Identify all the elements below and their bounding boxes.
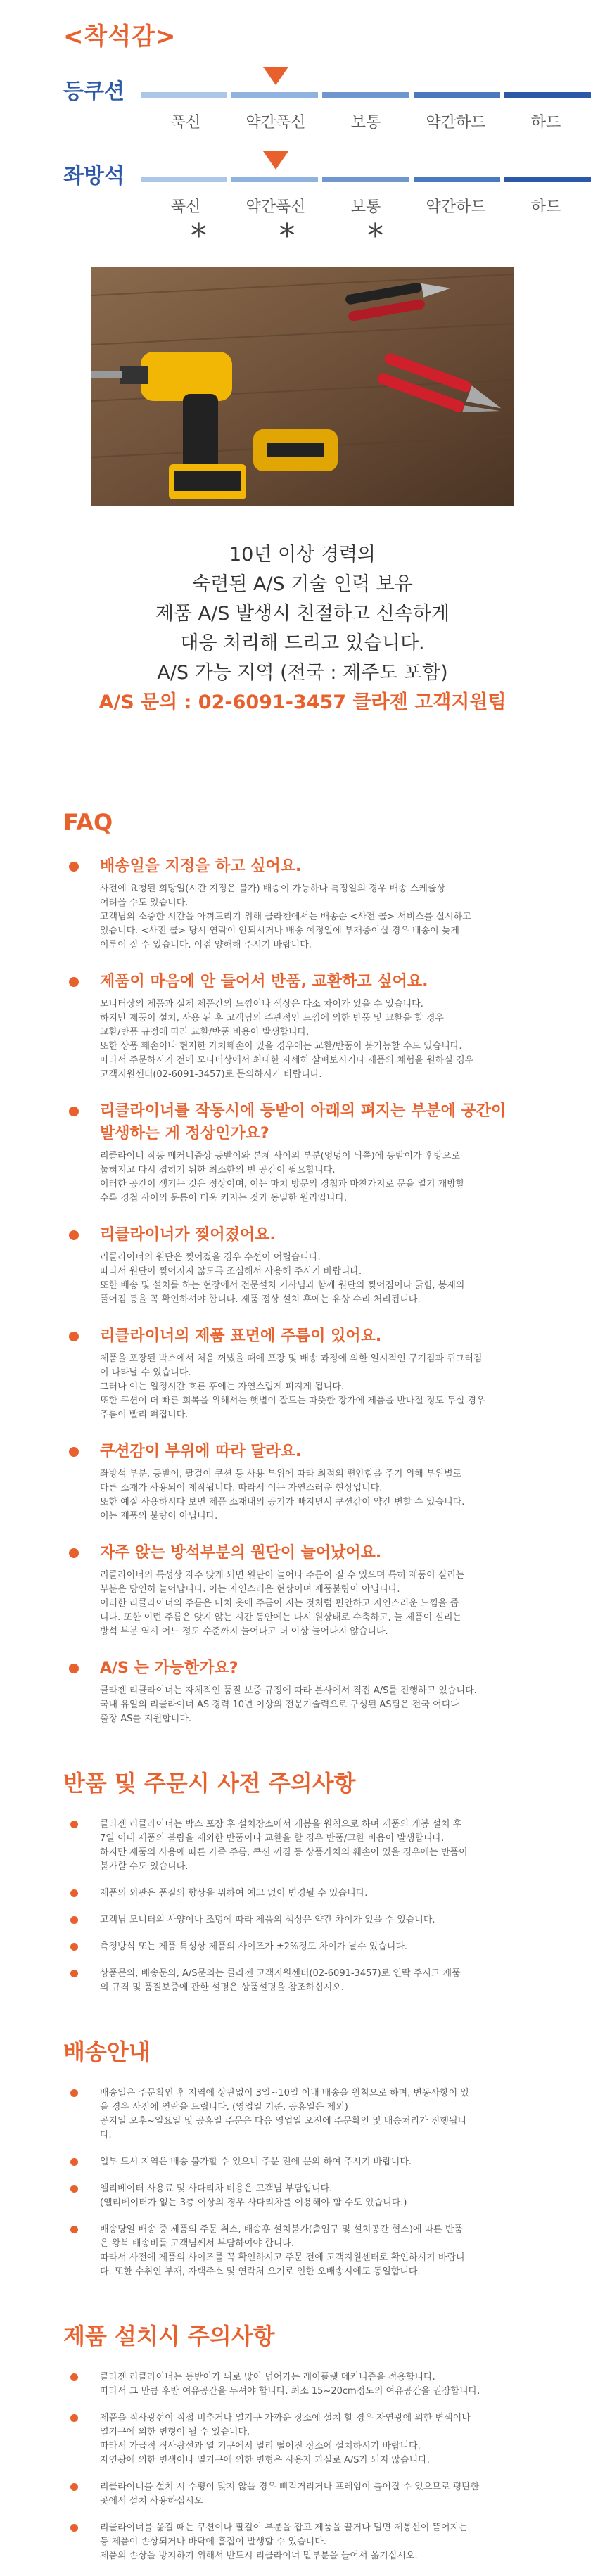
- faq-item: [63, 971, 542, 1082]
- faq-item: [63, 1224, 542, 1307]
- faq-question: 배송일을 지정을 하고 싶어요.: [100, 857, 302, 875]
- notice-item: [63, 1913, 542, 1927]
- notice-item: [63, 2223, 542, 2279]
- bullet-dot-icon: [69, 1332, 79, 1341]
- faq-item: [63, 1657, 542, 1726]
- scale-step-label: 약간하드: [426, 198, 486, 216]
- notice-text: 고객님 모니터의 사양이나 조명에 따라 제품의 색상은 약간 차이가 있을 수 있습니다.: [100, 1915, 435, 1925]
- bullet-dot-icon: [69, 977, 79, 987]
- bullet-dot-icon: [69, 1548, 79, 1558]
- bullet-dot-icon: [70, 1916, 78, 1924]
- notice-text: 클라젠 리클라이너는 박스 포장 후 설치장소에서 개봉을 원칙으로 하며 제품의 개봉 설치 후 7일 이내 제품의 불량을 제외한 반품이나 교환을 할 경우 반품/교환 비용이 발생합니다. 하지만 제품의 사용에 따른 가죽 주름, 쿠션 꺼짐 등 상품가치의 훼손이 있을 경우에는 반품이 불가할 수도 있습니다.: [100, 1819, 468, 1872]
- bullet-dot-icon: [70, 1970, 78, 1977]
- notice-item: [63, 1967, 542, 1995]
- notice-text: 일부 도서 지역은 배송 불가할 수 있으니 주문 전에 문의 하여 주시기 바랍니다.: [100, 2157, 412, 2167]
- as-info-line: A/S 가능 지역 (전국 : 제주도 포함): [157, 662, 448, 684]
- as-info-line: 숙련된 A/S 기술 인력 보유: [192, 573, 413, 595]
- scale-steps: [141, 195, 591, 217]
- notice-text: 리클라이너를 옮길 때는 쿠션이나 팔걸이 부분을 잡고 제품을 끌거나 밀면 제봉선이 뜯어지는 등 제품이 손상되거나 바닥에 흠집이 발생할 수 있습니다. 제품의 손상을 방지하기 위해서 반드시 리클라이너 밑부분을 들어서 옮기십시오.: [100, 2523, 468, 2561]
- bullet-dot-icon: [70, 2158, 78, 2166]
- as-info-line: 대응 처리해 드리고 있습니다.: [180, 632, 425, 654]
- notice-item: [63, 2371, 542, 2399]
- notice-text: 제품을 직사광선이 직접 비추거나 열기구 가까운 장소에 설치 할 경우 자연광에 의한 변색이나 열기구에 의한 변형이 될 수 있습니다. 따라서 가급적 직사광선과 열 기구에서 멀리 떨어진 장소에 설치하시기 바랍니다. 자연광에 의한 변색이나 열기구에 의한 변형은 사용자 과실로 A/S가 되지 않습니다.: [100, 2413, 471, 2466]
- notice-item: [63, 1887, 542, 1901]
- notice-text: 리클라이너를 설치 시 수평이 맞지 않을 경우 삐걱거리거나 프레임이 틀어질 수 있으므로 평탄한 곳에서 설치 사용하십시오: [100, 2482, 480, 2506]
- notice-item: [63, 1818, 542, 1874]
- faq-answer: 제품을 포장된 박스에서 처음 꺼냈을 때에 포장 및 배송 과정에 의한 일시적인 구겨짐과 퀴그러짐 이 나타날 수 있습니다. 그러나 이는 일정시간 흐른 후에는 자연스럽게 펴지게 됩니다. 또한 쿠션이 더 빠른 회복을 위해서는 햇볕이 잘드는 따뜻한 장가에 제품을 반나절 정도 두실 경우 주름이 빨리 펴집니다.: [100, 1353, 485, 1420]
- delivery-list: [63, 2086, 542, 2279]
- bullet-dot-icon: [69, 1107, 79, 1116]
- notice-item: [63, 2155, 542, 2169]
- scale-segment: [504, 177, 591, 182]
- install-section: [0, 2319, 605, 2563]
- faq-answer: 클라젠 리클라이너는 자체적인 품질 보증 규정에 따라 본사에서 직접 A/S를 진행하고 있습니다. 국내 유일의 리클라이너 AS 경력 10년 이상의 전문기술력으로 구성된 AS팀은 전국 어디나 출장 AS를 지원합니다.: [100, 1685, 477, 1724]
- notice-text: 측정방식 또는 제품 특성상 제품의 사이즈가 ±2%정도 차이가 날수 있습니다.: [100, 1941, 408, 1952]
- install-title: 제품 설치시 주의사항: [63, 2323, 275, 2349]
- divider-stars: * * *: [190, 217, 415, 255]
- scale-label: 등쿠션: [63, 79, 125, 104]
- bullet-dot-icon: [69, 1664, 79, 1673]
- scale-step-label: 보통: [350, 114, 381, 132]
- bullet-dot-icon: [70, 2414, 78, 2422]
- notice-text: 엘리베이터 사용료 및 사다리차 비용은 고객님 부담입니다. (엘리베이터가 없는 3층 이상의 경우 사다리차를 이용해야 할 수도 있습니다.): [100, 2183, 407, 2208]
- seat-cushion-scale: [63, 143, 605, 220]
- notice-item: [63, 2411, 542, 2468]
- faq-answer: 리클라이너의 원단은 찢어졌을 경우 수선이 어렵습니다. 따라서 원단이 찢어지지 않도록 조심해서 사용해 주시기 바랍니다. 또한 배송 및 설치를 하는 현장에서 전문설치 기사님과 함께 원단의 찢어짐이나 긁힘, 봉제의 풀어짐 등을 꼭 확인하셔야 합니다. 제품 정상 설치 후에는 유상 수리 처리됩니다.: [100, 1252, 465, 1305]
- bullet-dot-icon: [69, 1447, 79, 1457]
- faq-question: 리클라이너의 제품 표면에 주름이 있어요.: [100, 1327, 382, 1345]
- return-notice-list: [63, 1818, 542, 1995]
- faq-title: FAQ: [63, 809, 113, 836]
- notice-item: [63, 2086, 542, 2143]
- scale-segment: [414, 92, 500, 98]
- bullet-dot-icon: [69, 1230, 79, 1240]
- faq-answer: 모니터상의 제품과 실제 제품간의 느낌이나 색상은 다소 차이가 있을 수 있습니다. 하지만 제품이 설치, 사용 된 후 고객님의 주관적인 느낌에 의한 반품 및 교환을 할 경우 교환/반품 규정에 따라 교환/반품 비용이 발생합니다. 또한 상품 훼손이나 현저한 가치훼손이 있을 경우에는 교환/반품이 불가능할 수도 있습니다. 따라서 주문하시기 전에 모니터상에서 최대한 자세히 살펴보시거나 제품의 체험을 원하실 경우 고객지원센터(02-6091-3457)로 문의하시기 바랍니다.: [100, 999, 474, 1080]
- bullet-dot-icon: [70, 1943, 78, 1951]
- scale-step-label: 푹신: [170, 114, 201, 132]
- as-info-line: 10년 이상 경력의: [229, 544, 376, 566]
- notice-item: [63, 1940, 542, 1954]
- faq-question: 리클라이너가 찢어졌어요.: [100, 1226, 276, 1244]
- faq-answer: 리클라이너의 특성상 자주 앉게 되면 원단이 늘어나 주름이 질 수 있으며 특히 제품이 실리는 부분은 당연히 늘어납니다. 이는 자연스러운 현상이며 제품불량이 아닙니다. 이러한 리클라이너의 주름은 마치 옷에 주름이 지는 것처럼 편안하고 자연스러운 느낌을 줍 니다. 또한 이런 주름은 앉지 않는 시간 동안에는 다시 원상태로 수축하고, 늘 제품이 실리는 방석 부분 역시 어느 정도 수준까지 늘어나고 더 이상 늘어나지 않습니다.: [100, 1570, 465, 1637]
- selected-level-marker-icon: [263, 151, 288, 170]
- selected-level-marker-icon: [263, 67, 288, 85]
- faq-answer: 좌방석 부분, 등받이, 팔걸이 쿠션 등 사용 부위에 따라 최적의 편안함을 주기 위해 부위별로 다른 소재가 사용되어 제작됩니다. 따라서 이는 자연스러운 현상입니다. 또한 예질 사용하시다 보면 제품 소재내의 공기가 빠지면서 쿠션감이 약간 변할 수 있습니다. 이는 제품의 불량이 아닙니다.: [100, 1469, 465, 1522]
- faq-answer: 사전에 요청된 희망일(시간 지정은 불가) 배송이 가능하나 특정일의 경우 배송 스케줄상 어려울 수도 있습니다. 고객님의 소중한 시간을 아껴드리기 위해 클라젠에서는 배송순 <사전 콜> 서비스를 실시하고 있습니다. <사전 콜> 당시 연락이 안되시거나 배송 예정일에 부재중이실 경우 배송이 늦게 이루어 질 수 있습니다. 이점 양해해 주시기 바랍니다.: [100, 884, 471, 950]
- bullet-dot-icon: [70, 2089, 78, 2097]
- faq-question: A/S 는 가능한가요?: [100, 1659, 238, 1677]
- as-info-section: [0, 540, 605, 718]
- bullet-dot-icon: [70, 2373, 78, 2381]
- scale-step-label: 푹신: [170, 198, 201, 216]
- comfort-section: [0, 0, 605, 216]
- scale-segment: [322, 92, 409, 98]
- as-contact-line: A/S 문의 : 02-6091-3457 클라젠 고객지원팀: [98, 691, 507, 713]
- notice-text: 배송일은 주문확인 후 지역에 상관없이 3일~10일 이내 배송을 원칙으로 하며, 변동사항이 있 을 경우 사전에 연락을 드립니다. (영업일 기준, 공휴일은 제외) 공지일 오후~일요일 및 공휴일 주문은 다음 영업일 오전에 주문확인 및 배송처리가 진행됩니 다.: [100, 2088, 469, 2141]
- scale-segment: [141, 92, 227, 98]
- scale-bar: [141, 177, 591, 182]
- notice-text: 제품의 외관은 품질의 향상을 위하여 예고 없이 변경될 수 있습니다.: [100, 1888, 368, 1899]
- delivery-title: 배송안내: [63, 2039, 151, 2065]
- faq-item: [63, 855, 542, 952]
- scale-segment: [504, 92, 591, 98]
- faq-item: [63, 1325, 542, 1422]
- faq-item: [63, 1542, 542, 1639]
- scale-step-label: 보통: [350, 198, 381, 216]
- notice-item: [63, 2521, 542, 2563]
- faq-question: 리클라이너를 작동시에 등받이 아래의 펴지는 부분에 공간이 발생하는 게 정상인가요?: [100, 1102, 507, 1142]
- faq-item: [63, 1441, 542, 1524]
- bullet-dot-icon: [70, 1821, 78, 1828]
- scale-segment: [414, 177, 500, 182]
- faq-answer: 리클라이너 작동 메커니즘상 등받이와 본체 사이의 부분(엉덩이 뒤쪽)에 등받이가 후방으로 눕혀지고 다시 겹히기 위한 최소한의 빈 공간이 필요합니다. 이러한 공간이 생기는 것은 정상이며, 이는 마치 방문의 경첩과 마찬가지로 문을 열기 개방할 수록 경첩 사이의 문틈이 더욱 커지는 것과 동일한 원리입니다.: [100, 1151, 465, 1204]
- scale-step-label: 약간하드: [426, 114, 486, 132]
- scale-segment: [231, 177, 318, 182]
- notice-item: [63, 2182, 542, 2210]
- faq-section: [0, 809, 605, 1726]
- scale-bar: [141, 92, 591, 98]
- bullet-dot-icon: [70, 2185, 78, 2193]
- power-tools-photo: [91, 267, 514, 506]
- faq-question: 쿠션감이 부위에 따라 달라요.: [100, 1443, 302, 1460]
- faq-item: [63, 1100, 542, 1206]
- bullet-dot-icon: [70, 2226, 78, 2233]
- scale-segment: [231, 92, 318, 98]
- bullet-dot-icon: [70, 1889, 78, 1897]
- notice-text: 배송당일 배송 중 제품의 주문 취소, 배송후 설치불가(출입구 및 설치공간 협소)에 따른 반품 은 왕복 배송비를 고객님께서 부담하여야 합니다. 따라서 사전에 제품의 사이즈를 꼭 확인하시고 주문 전에 고객지원센터로 확인하시기 바랍니 다. 또한 수취인 부재, 자택주소 및 연락처 오기로 인한 오배송시에도 동일합니다.: [100, 2224, 465, 2277]
- bullet-dot-icon: [70, 2483, 78, 2491]
- install-list: [63, 2371, 542, 2563]
- notice-text: 상품문의, 배송문의, A/S문의는 클라젠 고객지원센터(02-6091-3457)로 연락 주시고 제품 의 규격 및 품질보증에 관한 설명은 상품설명을 참조하십시오.: [100, 1968, 461, 1993]
- faq-question: 제품이 마음에 안 들어서 반품, 교환하고 싶어요.: [100, 973, 428, 990]
- scale-step-label: 하드: [530, 114, 561, 132]
- scale-step-label: 약간푹신: [246, 114, 306, 132]
- scale-steps: [141, 110, 591, 132]
- bullet-dot-icon: [70, 2524, 78, 2532]
- delivery-section: [0, 2034, 605, 2279]
- scale-step-label: 약간푹신: [246, 198, 306, 216]
- notice-item: [63, 2480, 542, 2508]
- scale-label: 좌방석: [63, 164, 125, 189]
- comfort-title: <착석감>: [63, 23, 177, 51]
- scale-segment: [141, 177, 227, 182]
- faq-question: 자주 앉는 방석부분의 원단이 늘어났어요.: [100, 1544, 382, 1562]
- as-info-line: 제품 A/S 발생시 친절하고 신속하게: [155, 603, 450, 625]
- notice-text: 클라젠 리클라이너는 등받이가 뒤로 많이 넘어가는 레이플랫 메커니즘을 적용합니다. 따라서 그 만큼 후방 여유공간을 두셔야 합니다. 최소 15~20cm정도의 여유공간을 권장합니다.: [100, 2372, 480, 2397]
- power-tools-illustration: [91, 267, 514, 506]
- back-cushion-scale: [63, 58, 605, 136]
- return-notice-section: [0, 1766, 605, 1995]
- scale-segment: [322, 177, 409, 182]
- bullet-dot-icon: [69, 862, 79, 872]
- return-notice-title: 반품 및 주문시 사전 주의사항: [63, 1770, 356, 1797]
- scale-step-label: 하드: [530, 198, 561, 216]
